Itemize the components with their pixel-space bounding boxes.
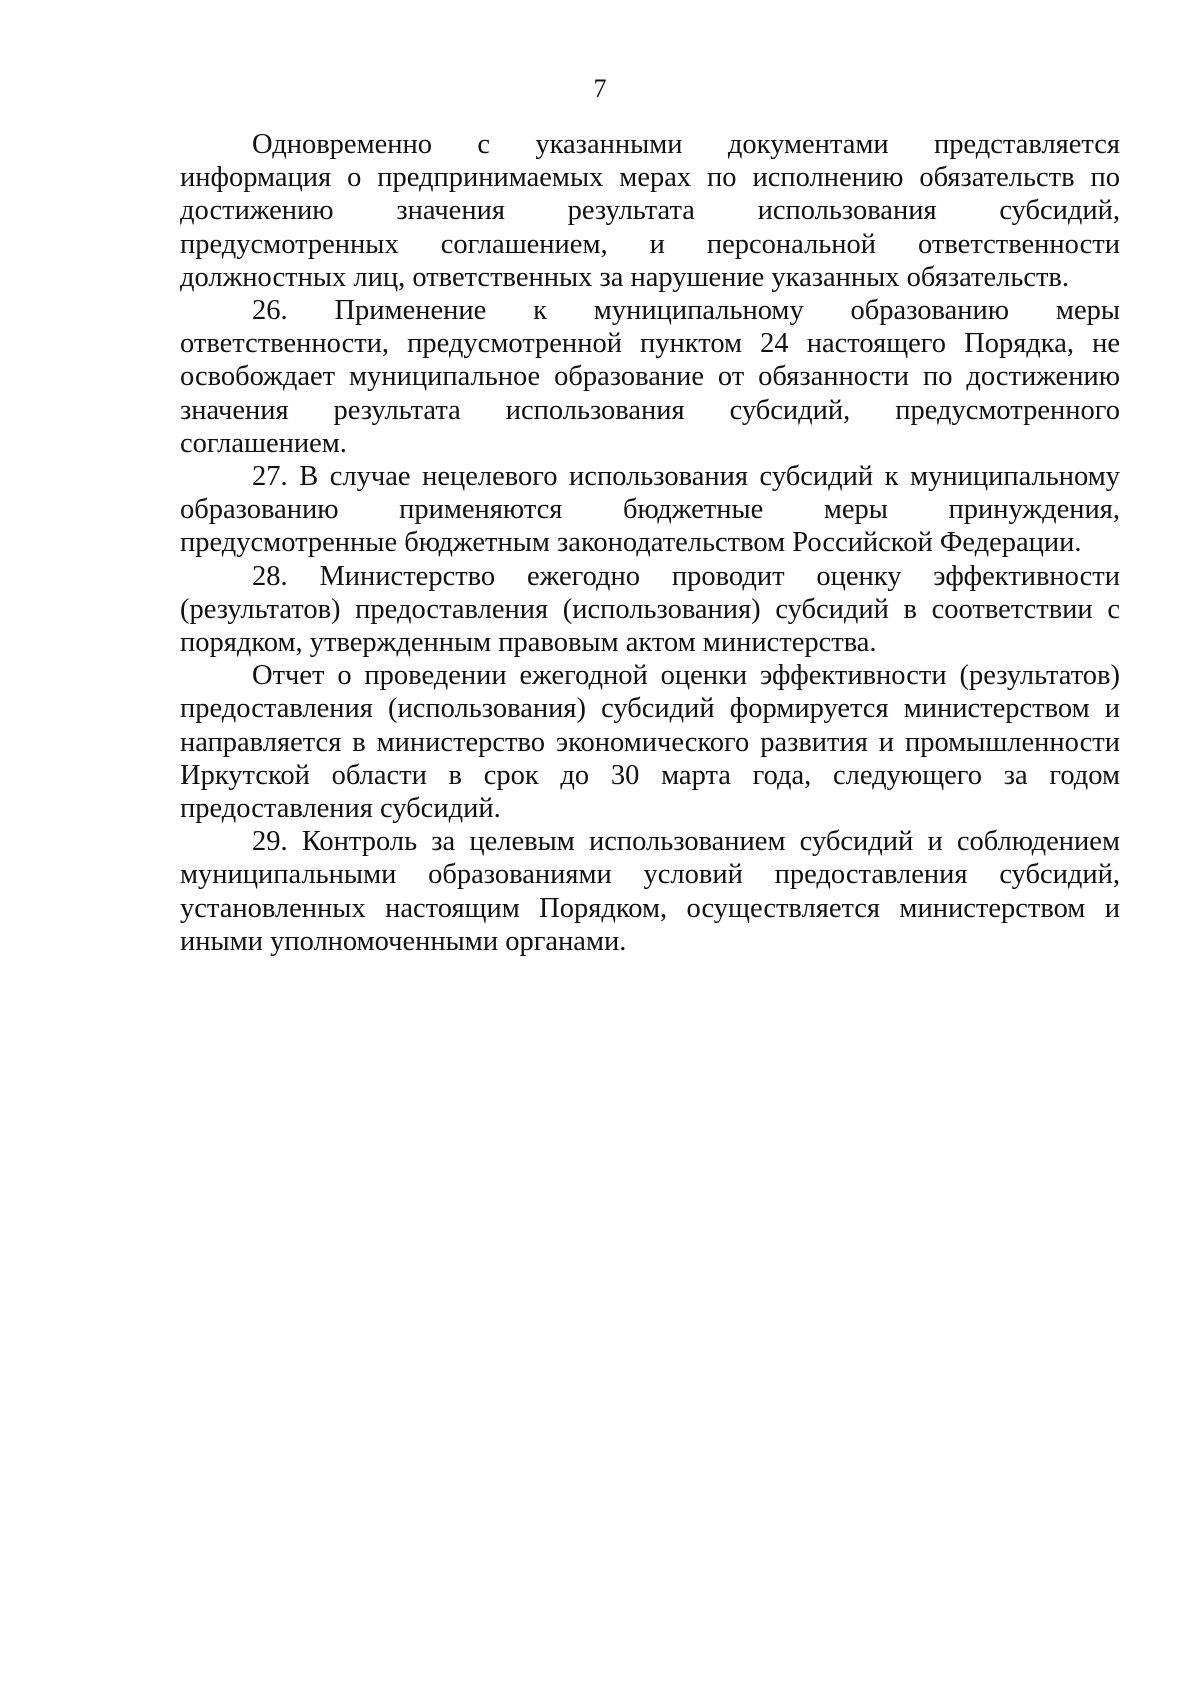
paragraph-info-submission: Одновременно с указанными документами представляется информация о предпринимаемых мерах по исполнению обязательств по достижению значения результата использования субсидий, предусмотренных соглашением, и персональной ответственности должностных лиц, ответственных за нарушение указанных обязательств. [180, 129, 1120, 293]
paragraph-29: 29. Контроль за целевым использованием субсидий и соблюдением муниципальными образованиями условий предоставления субсидий, установленных настоящим Порядком, осуществляется министерством и иными уполномоченными органами. [180, 826, 1120, 957]
paragraph-26: 26. Применение к муниципальному образованию меры ответственности, предусмотренной пунктом 24 настоящего Порядка, не освобождает муниципальное образование от обязанности по достижению значения результата использования субсидий, предусмотренного соглашением. [180, 295, 1120, 459]
paragraph-27: 27. В случае нецелевого использования субсидий к муниципальному образованию применяются бюджетные меры принуждения, предусмотренные бюджетным законодательством Российской Федерации. [180, 461, 1120, 559]
document-body [180, 128, 1120, 958]
paragraph-28: 28. Министерство ежегодно проводит оценку эффективности (результатов) предоставления (использования) субсидий в соответствии с порядком, утвержденным правовым актом министерства. [180, 560, 1120, 659]
page-number: 7 [593, 74, 607, 103]
paragraph-report: Отчет о проведении ежегодной оценки эффективности (результатов) предоставления (использования) субсидий формируется министерством и направляется в министерство экономического развития и промышленности Иркутской области в срок до 30 марта года, следующего за годом предоставления субсидий. [180, 660, 1120, 825]
